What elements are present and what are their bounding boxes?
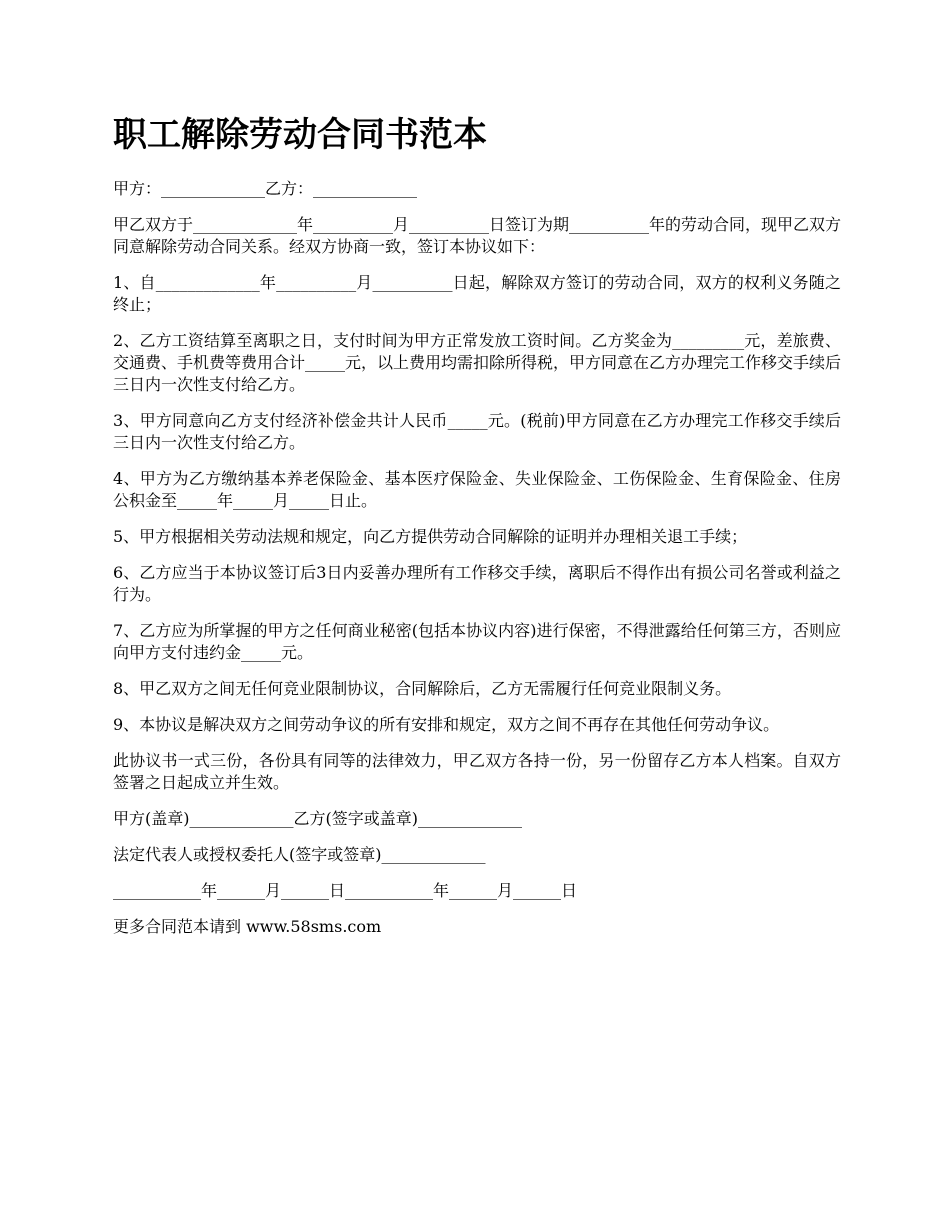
clause-4: 4、甲方为乙方缴纳基本养老保险金、基本医疗保险金、失业保险金、工伤保险金、生育保险金、住房公积金至_____年_____月_____日止。: [113, 469, 841, 510]
clause-8: 8、甲乙双方之间无任何竞业限制协议，合同解除后，乙方无需履行任何竞业限制义务。: [113, 679, 732, 698]
footer-link-text: 更多合同范本请到 www.58sms.com: [113, 917, 382, 936]
parties-line: 甲方：_____________乙方：_____________: [113, 179, 418, 198]
document-title: 职工解除劳动合同书范本: [113, 115, 487, 155]
clause-1: 1、自_____________年__________月__________日起，解除双方签订的劳动合同，双方的权利义务随之终止；: [113, 273, 841, 314]
document-page: [113, 112, 841, 952]
date-line: ___________年______月______日___________年______月______日: [113, 881, 578, 900]
clause-9: 9、本协议是解决双方之间劳动争议的所有安排和规定，双方之间不再存在其他任何劳动争议。: [113, 715, 780, 734]
clause-5: 5、甲方根据相关劳动法规和规定，向乙方提供劳动合同解除的证明并办理相关退工手续；: [113, 527, 748, 546]
clause-2: 2、乙方工资结算至离职之日，支付时间为甲方正常发放工资时间。乙方奖金为_________元，差旅费、交通费、手机费等费用合计_____元，以上费用均需扣除所得税，甲方同意在乙方办理完工作移交手续后三日内一次性支付给乙方。: [113, 331, 842, 394]
closing-paragraph: 此协议书一式三份，各份具有同等的法律效力，甲乙双方各持一份，另一份留存乙方本人档案。自双方签署之日起成立并生效。: [113, 751, 841, 792]
clause-3: 3、甲方同意向乙方支付经济补偿金共计人民币_____元。(税前)甲方同意在乙方办理完工作移交手续后三日内一次性支付给乙方。: [113, 411, 841, 452]
signature-line: 甲方(盖章)_____________乙方(签字或盖章)_____________: [113, 809, 522, 828]
representative-signature-line: 法定代表人或授权委托人(签字或签章)_____________: [113, 845, 486, 864]
clause-6: 6、乙方应当于本协议签订后3日内妥善办理所有工作移交手续，离职后不得作出有损公司名誉或利益之行为。: [113, 563, 841, 604]
intro-paragraph: 甲乙双方于_____________年__________月__________日签订为期__________年的劳动合同，现甲乙双方同意解除劳动合同关系。经双方协商一致，签订本协议如下：: [113, 215, 842, 256]
clause-7: 7、乙方应为所掌握的甲方之任何商业秘密(包括本协议内容)进行保密，不得泄露给任何第三方，否则应向甲方支付违约金_____元。: [113, 621, 841, 662]
